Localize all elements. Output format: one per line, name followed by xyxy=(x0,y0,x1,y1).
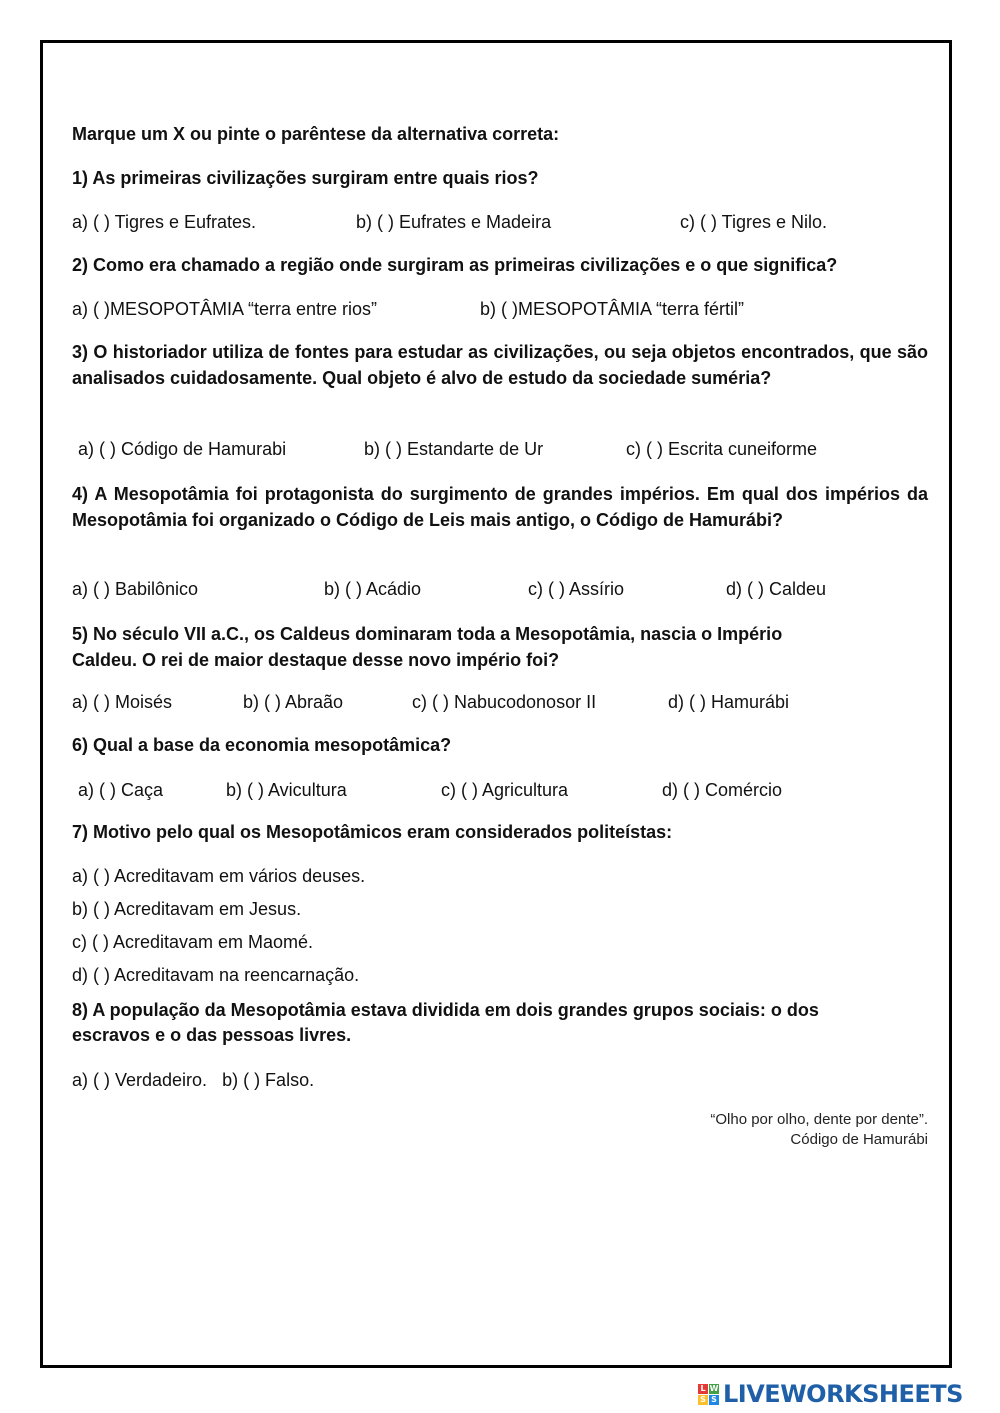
q6-option-c[interactable]: c) ( ) Agricultura xyxy=(441,780,569,800)
question-8-line-1: 8) A população da Mesopotâmia estava dividida em dois grandes grupos sociais: o dos xyxy=(72,1000,819,1020)
q1-option-c[interactable]: c) ( ) Tigres e Nilo. xyxy=(680,212,828,232)
q3-option-c[interactable]: c) ( ) Escrita cuneiforme xyxy=(626,439,818,459)
q4-option-d[interactable]: d) ( ) Caldeu xyxy=(726,579,827,599)
q5-option-d[interactable]: d) ( ) Hamurábi xyxy=(668,692,790,712)
q1-option-a[interactable]: a) ( ) Tigres e Eufrates. xyxy=(72,212,257,232)
instruction: Marque um X ou pinte o parêntese da alternativa correta: xyxy=(72,124,560,144)
q3-option-a[interactable]: a) ( ) Código de Hamurabi xyxy=(78,439,287,459)
question-1: 1) As primeiras civilizações surgiram entre quais rios? xyxy=(72,168,539,188)
q7-option-c[interactable]: c) ( ) Acreditavam em Maomé. xyxy=(72,932,314,952)
quote-text: “Olho por olho, dente por dente”. xyxy=(710,1111,928,1128)
logo-letter: S xyxy=(709,1395,719,1405)
hammurabi-quote xyxy=(710,1110,928,1150)
question-5-line-2: Caldeu. O rei de maior destaque desse novo império foi? xyxy=(72,650,560,670)
q7-option-b[interactable]: b) ( ) Acreditavam em Jesus. xyxy=(72,899,302,919)
q6-option-b[interactable]: b) ( ) Avicultura xyxy=(226,780,347,800)
q7-option-a[interactable]: a) ( ) Acreditavam em vários deuses. xyxy=(72,866,366,886)
q1-option-b[interactable]: b) ( ) Eufrates e Madeira xyxy=(356,212,552,232)
q5-option-c[interactable]: c) ( ) Nabucodonosor II xyxy=(412,692,597,712)
liveworksheets-logo xyxy=(698,1379,963,1409)
q5-option-b[interactable]: b) ( ) Abraão xyxy=(243,692,344,712)
question-5-line-1: 5) No século VII a.C., os Caldeus dominaram toda a Mesopotâmia, nascia o Império xyxy=(72,624,783,644)
question-8-line-2: escravos e o das pessoas livres. xyxy=(72,1025,352,1045)
question-6: 6) Qual a base da economia mesopotâmica? xyxy=(72,735,452,755)
logo-letter: L xyxy=(698,1384,708,1394)
q3-option-b[interactable]: b) ( ) Estandarte de Ur xyxy=(364,439,544,459)
question-4: 4) A Mesopotâmia foi protagonista do surgimento de grandes impérios. Em qual dos impérios da Mesopotâmia foi organizado o Código de Leis mais antigo, o Código de Hamurábi? xyxy=(72,484,928,530)
q4-option-c[interactable]: c) ( ) Assírio xyxy=(528,579,625,599)
logo-letter: S xyxy=(698,1395,708,1405)
q8-options[interactable]: a) ( ) Verdadeiro. b) ( ) Falso. xyxy=(72,1070,315,1090)
question-3: 3) O historiador utiliza de fontes para estudar as civilizações, ou seja objetos encontrados, que são analisados cuidadosamente. Qual objeto é alvo de estudo da sociedade suméria? xyxy=(72,342,928,388)
q5-option-a[interactable]: a) ( ) Moisés xyxy=(72,692,173,712)
question-7: 7) Motivo pelo qual os Mesopotâmicos eram considerados politeístas: xyxy=(72,822,673,842)
brand-name: LIVEWORKSHEETS xyxy=(723,1380,963,1408)
logo-icon xyxy=(698,1384,719,1405)
quote-source: Código de Hamurábi xyxy=(790,1131,928,1148)
q6-option-d[interactable]: d) ( ) Comércio xyxy=(662,780,783,800)
q4-option-b[interactable]: b) ( ) Acádio xyxy=(324,579,422,599)
q6-option-a[interactable]: a) ( ) Caça xyxy=(78,780,164,800)
q2-option-b[interactable]: b) ( )MESOPOTÂMIA “terra fértil” xyxy=(480,299,745,319)
q7-option-d[interactable]: d) ( ) Acreditavam na reencarnação. xyxy=(72,965,360,985)
q4-option-a[interactable]: a) ( ) Babilônico xyxy=(72,579,199,599)
logo-letter: W xyxy=(709,1383,719,1393)
question-2: 2) Como era chamado a região onde surgiram as primeiras civilizações e o que significa? xyxy=(72,255,838,275)
q2-option-a[interactable]: a) ( )MESOPOTÂMIA “terra entre rios” xyxy=(72,299,378,319)
